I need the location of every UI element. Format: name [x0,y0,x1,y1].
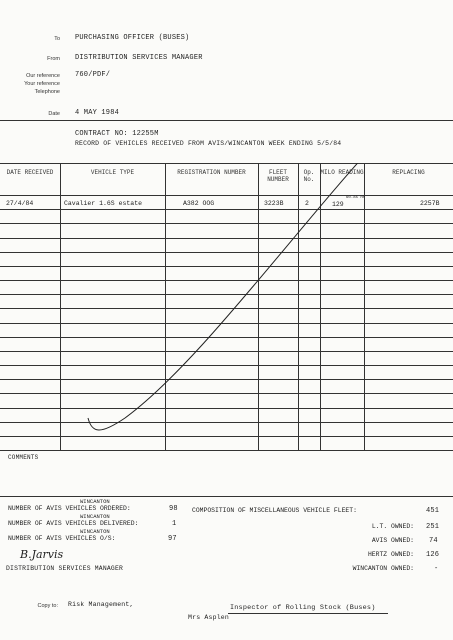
summary-delivered [8,513,139,527]
header-rule [0,120,453,121]
summary-delivered-label: NUMBER OF AVIS VEHICLES DELIVERED: [8,520,139,527]
copy-to-underline [228,613,388,614]
row1-op-no: 2 [305,200,309,207]
summary-outstanding-overwrite: WINCANTON [80,528,110,535]
header-milo-reading: MILO READING [320,169,364,176]
copy-to-third: Mrs Asplen [188,614,230,621]
to-value: PURCHASING OFFICER (BUSES) [75,34,190,42]
row1-fleet-number: 3223B [264,200,284,207]
telephone-label: Telephone [34,89,60,95]
wincanton-owned-value: - [434,565,439,573]
row1-date: 27/4/84 [6,200,34,207]
copy-to-second: Inspector of Rolling Stock (Buses) [230,604,376,612]
date-value: 4 MAY 1984 [75,109,120,117]
summary-ordered-overwrite: WINCANTON [80,498,110,505]
comments-label: COMMENTS [8,454,39,461]
summary-ordered-label: NUMBER OF AVIS VEHICLES ORDERED: [8,505,131,512]
row1-vehicle-type: Cavalier 1.6S estate [64,200,143,207]
signature: B.Jarvis [20,548,64,561]
header-op-no: Op. No. [303,169,315,183]
to-label: To [54,36,60,42]
our-reference-label: Our reference [26,73,60,79]
fleet-composition-total: 451 [426,507,440,515]
header-replacing: REPLACING [392,169,425,176]
avis-owned-value: 74 [429,537,438,545]
copy-to-label: Copy to: [37,603,58,609]
hertz-owned-label: HERTZ OWNED: [367,551,414,558]
wincanton-owned-label: WINCANTON OWNED: [352,565,414,572]
header-fleet-number: FLEET NUMBER [267,169,289,183]
contract-number: CONTRACT NO: 12255M [75,130,159,138]
row1-registration: A382 OOG [183,200,215,207]
from-value: DISTRIBUTION SERVICES MANAGER [75,54,203,62]
summary-ordered-value: 98 [169,505,178,513]
summary-delivered-overwrite: WINCANTON [80,513,110,520]
vehicle-table [0,163,453,450]
lt-owned-label: L.T. OWNED: [371,523,414,530]
record-title: RECORD OF VEHICLES RECEIVED FROM AVIS/WINCANTON WEEK ENDING 5/5/84 [75,140,342,147]
our-reference-value: 760/PDF/ [75,71,111,79]
hertz-owned-value: 126 [426,551,440,559]
header-date-received: DATE RECEIVED [6,169,54,176]
lt-owned-value: 251 [426,523,440,531]
summary-outstanding [8,528,116,542]
summary-outstanding-value: 97 [168,535,177,543]
avis-owned-label: AVIS OWNED: [371,537,414,544]
signatory-title: DISTRIBUTION SERVICES MANAGER [6,565,124,572]
summary-ordered [8,498,131,512]
row1-milo-reading: 129 [332,201,344,208]
from-label: From [47,56,60,62]
summary-rule [0,496,453,497]
table-row [0,450,453,451]
header-vehicle-type: VEHICLE TYPE [90,169,135,176]
your-reference-label: Your reference [24,81,60,87]
summary-outstanding-label: NUMBER OF AVIS VEHICLES O/S: [8,535,116,542]
fleet-composition-title: COMPOSITION OF MISCELLANEOUS VEHICLE FLEET: [192,507,357,514]
row1-milo-annotation: 60.85 HP [346,196,366,200]
date-label: Date [48,111,60,117]
copy-to-first: Risk Management, [68,601,134,608]
header-registration-number: REGISTRATION NUMBER [177,169,246,176]
row1-replacing: 2257B [420,200,440,207]
cancel-stroke [0,163,453,450]
summary-delivered-value: 1 [172,520,177,528]
